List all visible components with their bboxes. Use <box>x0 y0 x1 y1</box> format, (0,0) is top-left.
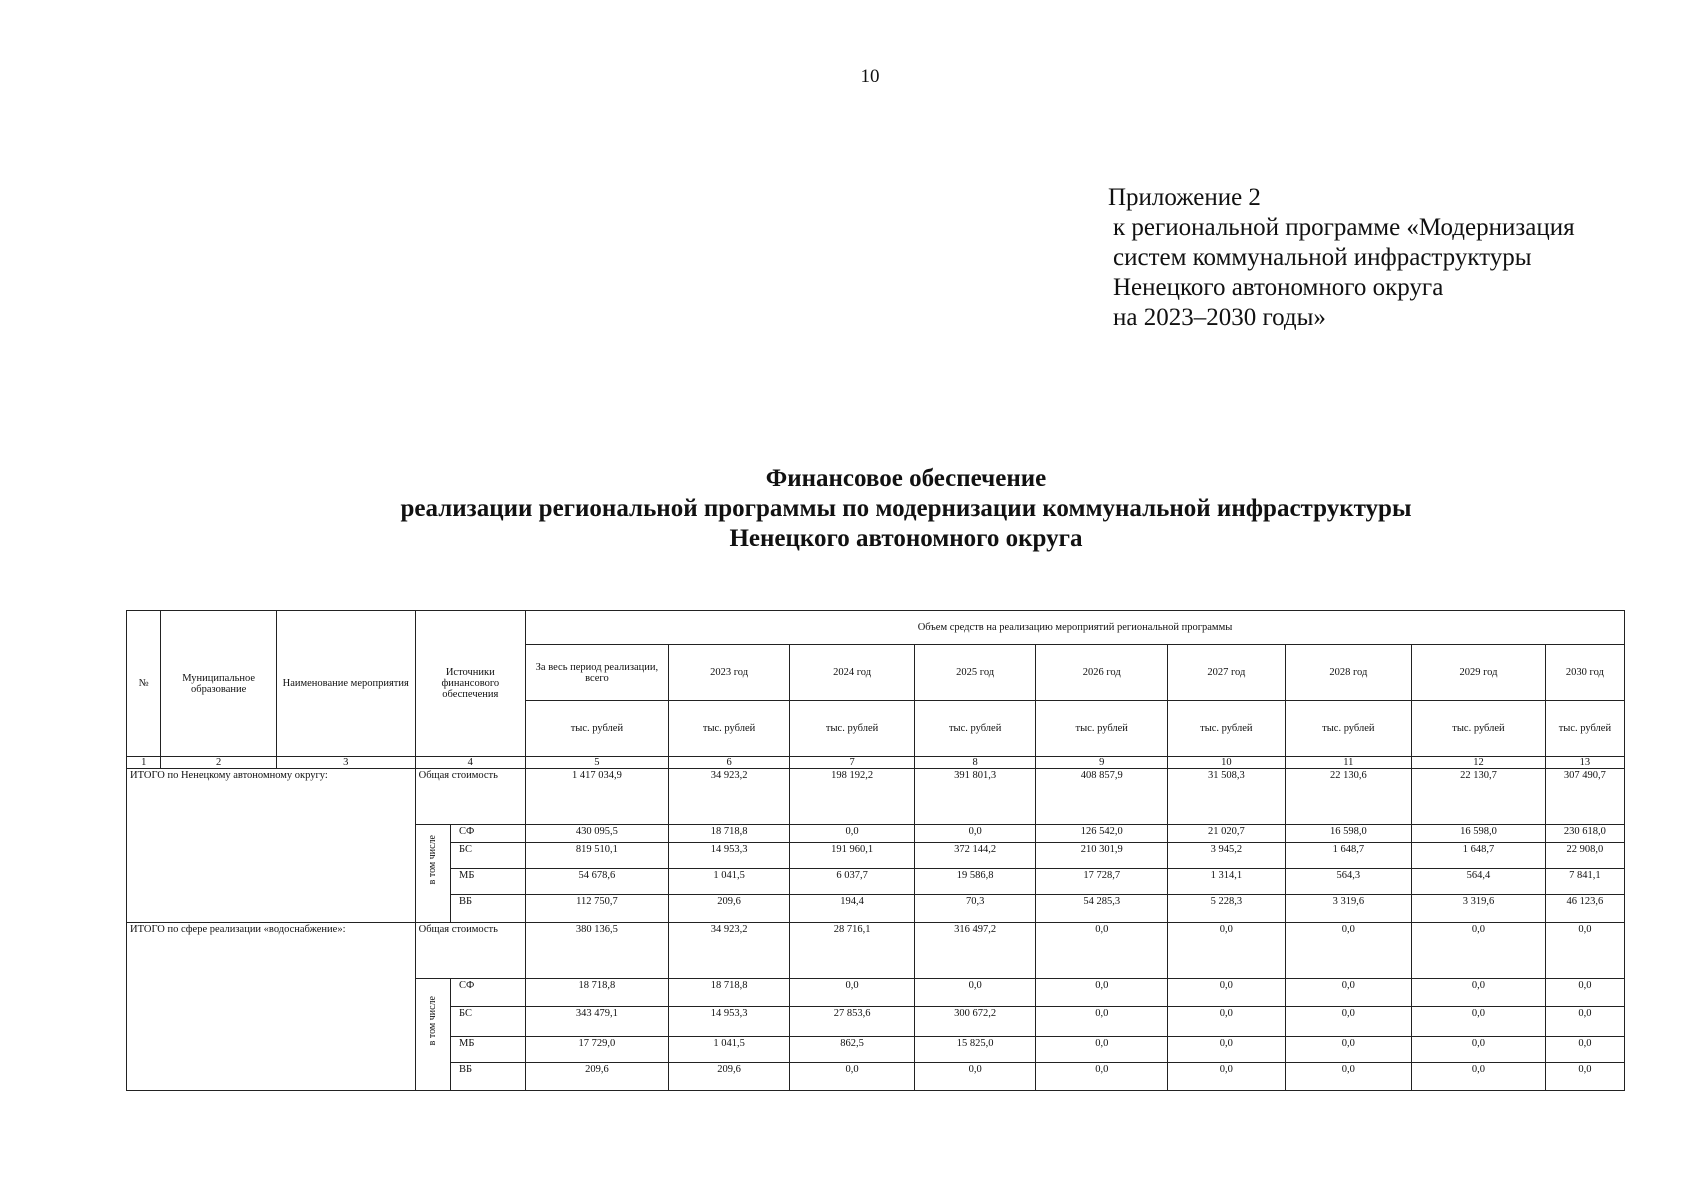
source-code: ВБ <box>451 895 526 923</box>
header-period: 2027 год <box>1168 645 1285 701</box>
header-unit: тыс. рублей <box>1168 701 1285 757</box>
header-unit: тыс. рублей <box>790 701 915 757</box>
value-cell: 0,0 <box>1036 1063 1168 1091</box>
total-value: 0,0 <box>1168 923 1285 979</box>
header-num: № <box>127 611 161 757</box>
value-cell: 46 123,6 <box>1545 895 1624 923</box>
value-cell: 15 825,0 <box>914 1037 1036 1063</box>
header-municipality: Муниципальное образование <box>161 611 276 757</box>
value-cell: 0,0 <box>1168 1063 1285 1091</box>
annex-line: на 2023–2030 годы» <box>1113 304 1326 331</box>
total-row <box>127 769 1625 825</box>
column-number: 4 <box>415 757 525 769</box>
annex-block <box>1108 183 1575 333</box>
value-cell: 7 841,1 <box>1545 869 1624 895</box>
empty-cell <box>415 1063 450 1091</box>
column-numbers-row <box>127 757 1625 769</box>
value-cell: 6 037,7 <box>790 869 915 895</box>
value-cell: 27 853,6 <box>790 1007 915 1037</box>
column-number: 13 <box>1545 757 1624 769</box>
column-number: 2 <box>161 757 276 769</box>
value-cell: 22 908,0 <box>1545 843 1624 869</box>
value-cell: 18 718,8 <box>526 979 669 1007</box>
including-label-cell <box>415 825 450 895</box>
value-cell: 819 510,1 <box>526 843 669 869</box>
title-line: Финансовое обеспечение <box>765 465 1047 492</box>
value-cell: 1 648,7 <box>1285 843 1412 869</box>
header-event-name: Наименование мероприятия <box>276 611 415 757</box>
value-cell: 0,0 <box>1545 1007 1624 1037</box>
value-cell: 0,0 <box>1285 1037 1412 1063</box>
column-number: 10 <box>1168 757 1285 769</box>
value-cell: 0,0 <box>1545 979 1624 1007</box>
value-cell: 3 945,2 <box>1168 843 1285 869</box>
value-cell: 0,0 <box>1168 1007 1285 1037</box>
total-value: 198 192,2 <box>790 769 915 825</box>
value-cell: 19 586,8 <box>914 869 1036 895</box>
value-cell: 0,0 <box>1412 1063 1546 1091</box>
annex-line: Приложение 2 <box>1108 184 1261 211</box>
group-label: ИТОГО по сфере реализации «водоснабжение»: <box>127 923 416 1091</box>
value-cell: 126 542,0 <box>1036 825 1168 843</box>
value-cell: 1 314,1 <box>1168 869 1285 895</box>
header-period: 2025 год <box>914 645 1036 701</box>
value-cell: 0,0 <box>1545 1063 1624 1091</box>
value-cell: 564,4 <box>1412 869 1546 895</box>
value-cell: 372 144,2 <box>914 843 1036 869</box>
annex-line: Ненецкого автономного округа <box>1113 274 1444 301</box>
column-number: 3 <box>276 757 415 769</box>
value-cell: 5 228,3 <box>1168 895 1285 923</box>
source-code: МБ <box>451 1037 526 1063</box>
value-cell: 0,0 <box>1285 979 1412 1007</box>
value-cell: 0,0 <box>1036 1037 1168 1063</box>
group-label: ИТОГО по Ненецкому автономному округу: <box>127 769 416 923</box>
total-value: 316 497,2 <box>914 923 1036 979</box>
header-volume: Объем средств на реализацию мероприятий региональной программы <box>526 611 1625 645</box>
total-value: 34 923,2 <box>668 769 790 825</box>
header-unit: тыс. рублей <box>1545 701 1624 757</box>
value-cell: 0,0 <box>914 825 1036 843</box>
header-unit: тыс. рублей <box>1412 701 1546 757</box>
total-value: 0,0 <box>1285 923 1412 979</box>
header-period: 2028 год <box>1285 645 1412 701</box>
title-line: Ненецкого автономного округа <box>729 525 1083 552</box>
header-period: 2026 год <box>1036 645 1168 701</box>
title-line: реализации региональной программы по модернизации коммунальной инфраструктуры <box>400 495 1412 522</box>
value-cell: 0,0 <box>1412 1007 1546 1037</box>
value-cell: 54 285,3 <box>1036 895 1168 923</box>
value-cell: 0,0 <box>1285 1007 1412 1037</box>
value-cell: 343 479,1 <box>526 1007 669 1037</box>
value-cell: 0,0 <box>1412 979 1546 1007</box>
header-unit: тыс. рублей <box>1036 701 1168 757</box>
header-period: За весь период реализации, всего <box>526 645 669 701</box>
including-label: в том числе <box>427 996 439 1046</box>
value-cell: 16 598,0 <box>1285 825 1412 843</box>
total-value: 1 417 034,9 <box>526 769 669 825</box>
total-value: 31 508,3 <box>1168 769 1285 825</box>
value-cell: 3 319,6 <box>1412 895 1546 923</box>
value-cell: 0,0 <box>790 825 915 843</box>
value-cell: 1 041,5 <box>668 869 790 895</box>
header-period: 2029 год <box>1412 645 1546 701</box>
value-cell: 1 041,5 <box>668 1037 790 1063</box>
value-cell: 0,0 <box>1168 979 1285 1007</box>
value-cell: 18 718,8 <box>668 979 790 1007</box>
value-cell: 209,6 <box>668 1063 790 1091</box>
total-row <box>127 923 1625 979</box>
total-value: 34 923,2 <box>668 923 790 979</box>
including-label-cell <box>415 979 450 1063</box>
value-cell: 209,6 <box>526 1063 669 1091</box>
value-cell: 0,0 <box>1036 1007 1168 1037</box>
value-cell: 17 729,0 <box>526 1037 669 1063</box>
total-value: 408 857,9 <box>1036 769 1168 825</box>
column-number: 7 <box>790 757 915 769</box>
column-number: 9 <box>1036 757 1168 769</box>
total-value: 28 716,1 <box>790 923 915 979</box>
total-label: Общая стоимость <box>415 769 525 825</box>
value-cell: 0,0 <box>790 1063 915 1091</box>
value-cell: 14 953,3 <box>668 843 790 869</box>
value-cell: 862,5 <box>790 1037 915 1063</box>
value-cell: 194,4 <box>790 895 915 923</box>
value-cell: 0,0 <box>914 979 1036 1007</box>
total-label: Общая стоимость <box>415 923 525 979</box>
total-value: 307 490,7 <box>1545 769 1624 825</box>
source-code: МБ <box>451 869 526 895</box>
column-number: 1 <box>127 757 161 769</box>
total-value: 0,0 <box>1545 923 1624 979</box>
value-cell: 0,0 <box>914 1063 1036 1091</box>
page-number: 10 <box>860 66 880 87</box>
annex-line: к региональной программе «Модернизация <box>1113 214 1575 241</box>
value-cell: 0,0 <box>790 979 915 1007</box>
value-cell: 21 020,7 <box>1168 825 1285 843</box>
value-cell: 17 728,7 <box>1036 869 1168 895</box>
value-cell: 14 953,3 <box>668 1007 790 1037</box>
value-cell: 191 960,1 <box>790 843 915 869</box>
value-cell: 300 672,2 <box>914 1007 1036 1037</box>
value-cell: 70,3 <box>914 895 1036 923</box>
header-period: 2030 год <box>1545 645 1624 701</box>
value-cell: 0,0 <box>1168 1037 1285 1063</box>
total-value: 22 130,7 <box>1412 769 1546 825</box>
header-unit: тыс. рублей <box>1285 701 1412 757</box>
financing-table <box>126 610 1625 1091</box>
header-unit: тыс. рублей <box>668 701 790 757</box>
value-cell: 112 750,7 <box>526 895 669 923</box>
value-cell: 1 648,7 <box>1412 843 1546 869</box>
total-value: 391 801,3 <box>914 769 1036 825</box>
value-cell: 0,0 <box>1412 1037 1546 1063</box>
header-unit: тыс. рублей <box>914 701 1036 757</box>
column-number: 5 <box>526 757 669 769</box>
value-cell: 18 718,8 <box>668 825 790 843</box>
total-value: 380 136,5 <box>526 923 669 979</box>
including-label: в том числе <box>427 835 439 885</box>
value-cell: 210 301,9 <box>1036 843 1168 869</box>
value-cell: 230 618,0 <box>1545 825 1624 843</box>
total-value: 0,0 <box>1036 923 1168 979</box>
value-cell: 0,0 <box>1285 1063 1412 1091</box>
header-unit: тыс. рублей <box>526 701 669 757</box>
total-value: 22 130,6 <box>1285 769 1412 825</box>
value-cell: 54 678,6 <box>526 869 669 895</box>
value-cell: 0,0 <box>1036 979 1168 1007</box>
header-period: 2024 год <box>790 645 915 701</box>
value-cell: 209,6 <box>668 895 790 923</box>
source-code: СФ <box>451 825 526 843</box>
header-sources: Источники финансового обеспечения <box>415 611 525 757</box>
value-cell: 3 319,6 <box>1285 895 1412 923</box>
column-number: 11 <box>1285 757 1412 769</box>
total-value: 0,0 <box>1412 923 1546 979</box>
source-code: БС <box>451 843 526 869</box>
header-period: 2023 год <box>668 645 790 701</box>
column-number: 12 <box>1412 757 1546 769</box>
value-cell: 0,0 <box>1545 1037 1624 1063</box>
source-code: ВБ <box>451 1063 526 1091</box>
value-cell: 564,3 <box>1285 869 1412 895</box>
value-cell: 16 598,0 <box>1412 825 1546 843</box>
value-cell: 430 095,5 <box>526 825 669 843</box>
annex-line: систем коммунальной инфраструктуры <box>1113 244 1532 271</box>
document-title <box>0 464 1698 554</box>
empty-cell <box>415 895 450 923</box>
column-number: 6 <box>668 757 790 769</box>
column-number: 8 <box>914 757 1036 769</box>
source-code: СФ <box>451 979 526 1007</box>
source-code: БС <box>451 1007 526 1037</box>
